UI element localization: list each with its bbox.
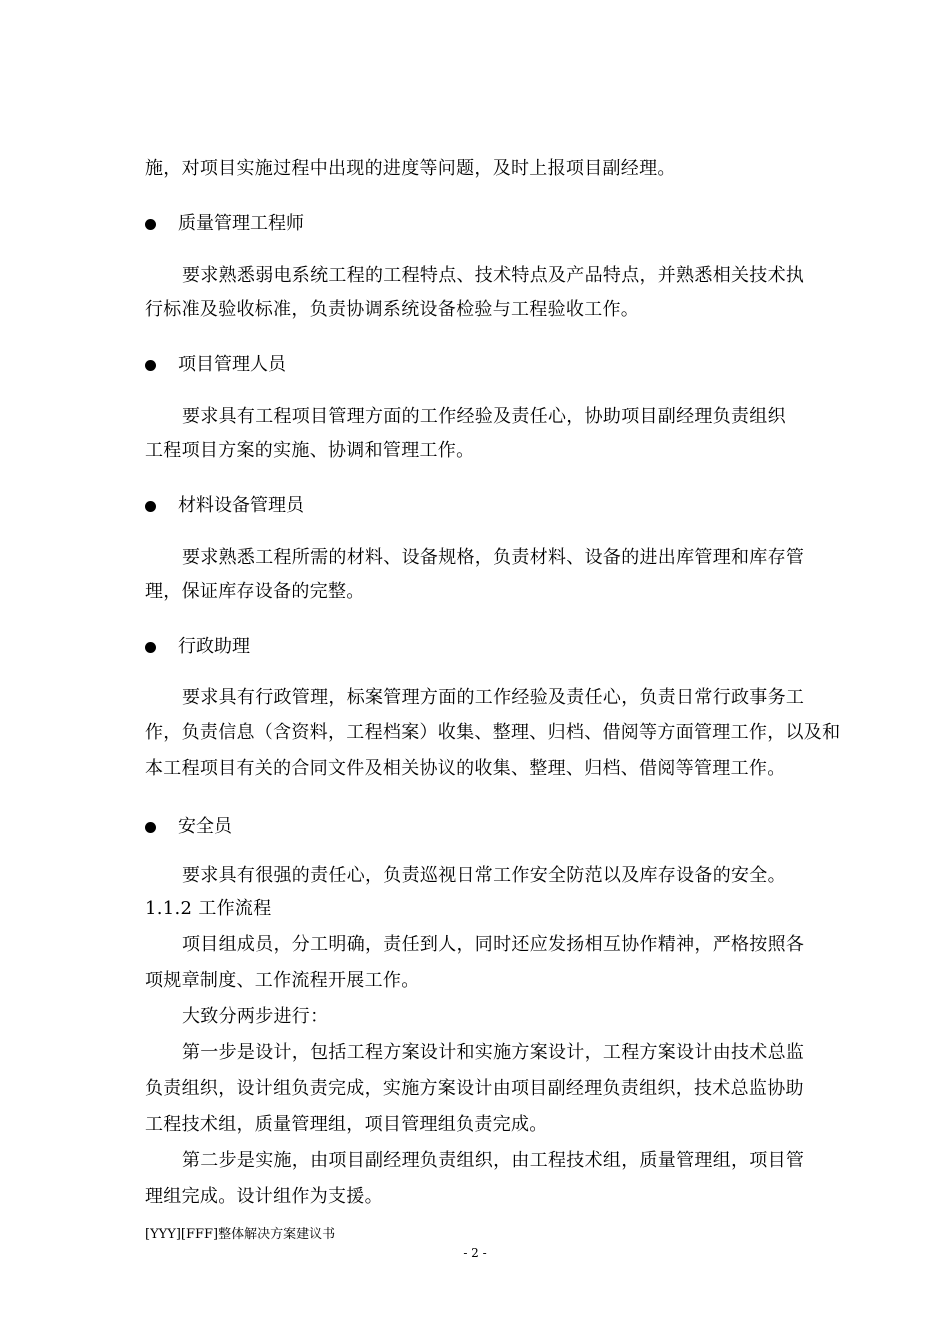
footer-doc-title: [YYY][FFF]整体解决方案建议书 <box>145 1227 336 1242</box>
paragraph-line: 第二步是实施，由项目副经理负责组织，由工程技术组，质量管理组，项目管 <box>182 1150 805 1171</box>
footer-page-number: - 2 - <box>463 1246 487 1260</box>
paragraph-line: 第一步是设计，包括工程方案设计和实施方案设计，工程方案设计由技术总监 <box>182 1042 805 1063</box>
paragraph-line: 施，对项目实施过程中出现的进度等问题，及时上报项目副经理。 <box>145 158 676 179</box>
paragraph-line: 要求熟悉工程所需的材料、设备规格，负责材料、设备的进出库管理和库存管 <box>182 547 805 568</box>
paragraph-line: 要求熟悉弱电系统工程的工程特点、技术特点及产品特点，并熟悉相关技术执 <box>182 265 805 286</box>
paragraph-line: 行标准及验收标准，负责协调系统设备检验与工程验收工作。 <box>145 299 640 320</box>
paragraph-line: 要求具有工程项目管理方面的工作经验及责任心，协助项目副经理负责组织 <box>182 406 786 427</box>
bullet-label: 项目管理人员 <box>178 354 286 375</box>
section-heading: 1.1.2 工作流程 <box>145 898 272 919</box>
bullet-icon <box>145 360 156 371</box>
paragraph-line: 作，负责信息（含资料，工程档案）收集、整理、归档、借阅等方面管理工作，以及和 <box>145 722 841 743</box>
paragraph-line: 要求具有很强的责任心，负责巡视日常工作安全防范以及库存设备的安全。 <box>182 865 786 886</box>
bullet-label: 安全员 <box>178 816 232 837</box>
bullet-icon <box>145 219 156 230</box>
paragraph-line: 工程技术组，质量管理组，项目管理组负责完成。 <box>145 1114 548 1135</box>
paragraph-line: 大致分两步进行： <box>182 1006 329 1027</box>
bullet-icon <box>145 501 156 512</box>
paragraph-line: 理，保证库存设备的完整。 <box>145 581 365 602</box>
paragraph-line: 工程项目方案的实施、协调和管理工作。 <box>145 440 475 461</box>
paragraph-line: 要求具有行政管理，标案管理方面的工作经验及责任心，负责日常行政事务工 <box>182 687 805 708</box>
paragraph-line: 项规章制度、工作流程开展工作。 <box>145 970 420 991</box>
paragraph-line: 项目组成员，分工明确，责任到人，同时还应发扬相互协作精神，严格按照各 <box>182 934 805 955</box>
bullet-label: 材料设备管理员 <box>178 495 304 516</box>
paragraph-line: 理组完成。设计组作为支援。 <box>145 1186 383 1207</box>
paragraph-line: 负责组织，设计组负责完成，实施方案设计由项目副经理负责组织，技术总监协助 <box>145 1078 804 1099</box>
bullet-label: 质量管理工程师 <box>178 213 304 234</box>
bullet-icon <box>145 642 156 653</box>
paragraph-line: 本工程项目有关的合同文件及相关协议的收集、整理、归档、借阅等管理工作。 <box>145 758 786 779</box>
bullet-label: 行政助理 <box>178 636 250 657</box>
bullet-icon <box>145 822 156 833</box>
